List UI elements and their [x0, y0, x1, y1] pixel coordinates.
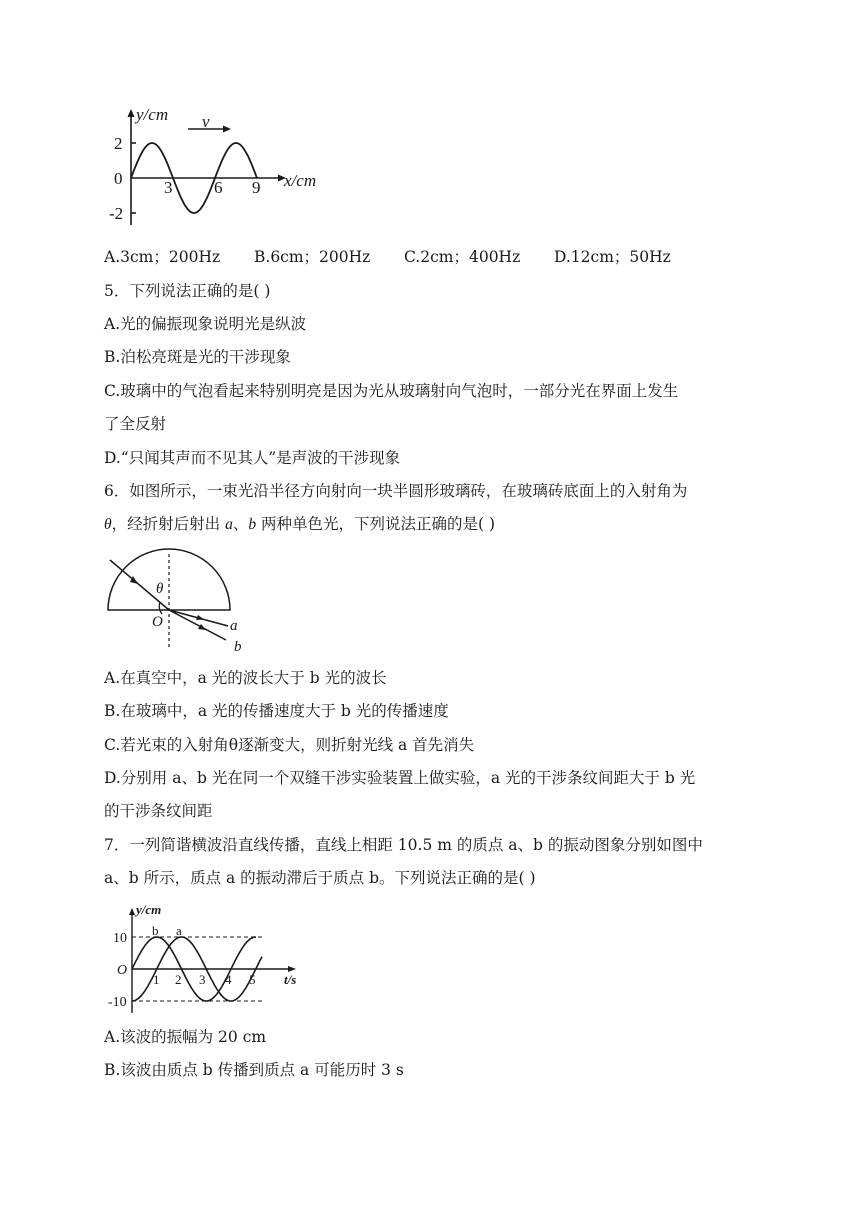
origin-label: O — [117, 963, 128, 978]
y-axis-label: y/cm — [136, 902, 162, 917]
q6-option-b[interactable]: B.在玻璃中，a 光的传播速度大于 b 光的传播速度 — [104, 702, 449, 720]
q5-option-b[interactable]: B.泊松亮斑是光的干涉现象 — [104, 348, 291, 366]
q5-stem: 5．下列说法正确的是( ) — [104, 282, 271, 300]
x-axis-label: x/cm — [284, 171, 317, 190]
theta-symbol: θ — [104, 516, 112, 533]
q6-option-d-line2[interactable]: 的干涉条纹间距 — [104, 802, 213, 820]
ray-a-label: a — [230, 618, 238, 634]
q5-option-c-line1[interactable]: C.玻璃中的气泡看起来特别明亮是因为光从玻璃射向气泡时，一部分光在界面上发生 — [104, 382, 679, 400]
origin-label: O — [152, 614, 163, 630]
ray-b-label: b — [234, 639, 242, 655]
q6-stem-line2: θ，经折射后射出 a、b 两种单色光，下列说法正确的是( ) — [104, 515, 496, 533]
q7-stem-line2: a、b 所示，质点 a 的振动滞后于质点 b。下列说法正确的是( ) — [104, 869, 536, 887]
q5-option-a[interactable]: A.光的偏振现象说明光是纵波 — [104, 315, 307, 333]
q6-option-c[interactable]: C.若光束的入射角θ逐渐变大，则折射光线 a 首先消失 — [104, 736, 475, 754]
q5-option-d[interactable]: D.“只闻其声而不见其人”是声波的干涉现象 — [104, 449, 401, 467]
q4-option-d[interactable]: D.12cm；50Hz — [554, 248, 671, 266]
q7-stem-line1: 7．一列简谐横波沿直线传播，直线上相距 10.5 m 的质点 a、b 的振动图象分别如图中 — [104, 836, 703, 854]
velocity-label: v — [202, 112, 210, 131]
theta-label: θ — [156, 581, 164, 597]
glass-block-figure — [100, 548, 260, 658]
vibration-figure — [100, 898, 310, 1018]
q5-option-c-line2[interactable]: 了全反射 — [104, 415, 167, 433]
q7-option-a[interactable]: A.该波的振幅为 20 cm — [104, 1028, 267, 1046]
x-tick-3: 3 — [164, 178, 173, 197]
y-tick-0: 0 — [114, 169, 123, 188]
x-tick-2: 2 — [175, 972, 182, 987]
q4-option-a[interactable]: A.3cm；200Hz — [104, 248, 221, 266]
curve-a-label: a — [176, 923, 182, 938]
x-tick-3: 3 — [199, 972, 206, 987]
x-tick-5: 5 — [249, 972, 256, 987]
y-axis-label: y/cm — [136, 105, 169, 124]
wave-figure-1 — [100, 100, 340, 235]
q6-option-a[interactable]: A.在真空中，a 光的波长大于 b 光的波长 — [104, 669, 387, 687]
q7-option-b[interactable]: B.该波由质点 b 传播到质点 a 可能历时 3 s — [104, 1061, 404, 1079]
curve-b-label: b — [152, 923, 159, 938]
q4-option-b[interactable]: B.6cm；200Hz — [254, 248, 371, 266]
y-tick-2: 2 — [114, 134, 123, 153]
q6-option-d-line1[interactable]: D.分别用 a、b 光在同一个双缝干涉实验装置上做实验，a 光的干涉条纹间距大于 b 光 — [104, 769, 696, 787]
q4-option-c[interactable]: C.2cm；400Hz — [404, 248, 521, 266]
q4-options — [104, 246, 671, 268]
x-tick-1: 1 — [153, 972, 160, 987]
x-tick-4: 4 — [225, 972, 232, 987]
x-tick-6: 6 — [214, 178, 223, 197]
y-tick-neg10: -10 — [108, 995, 127, 1010]
x-axis-label: t/s — [284, 972, 297, 987]
y-tick-neg2: -2 — [109, 204, 124, 223]
y-tick-10: 10 — [113, 931, 127, 946]
x-tick-9: 9 — [252, 178, 261, 197]
q6-stem-line1: 6．如图所示，一束光沿半径方向射向一块半圆形玻璃砖，在玻璃砖底面上的入射角为 — [104, 482, 688, 500]
